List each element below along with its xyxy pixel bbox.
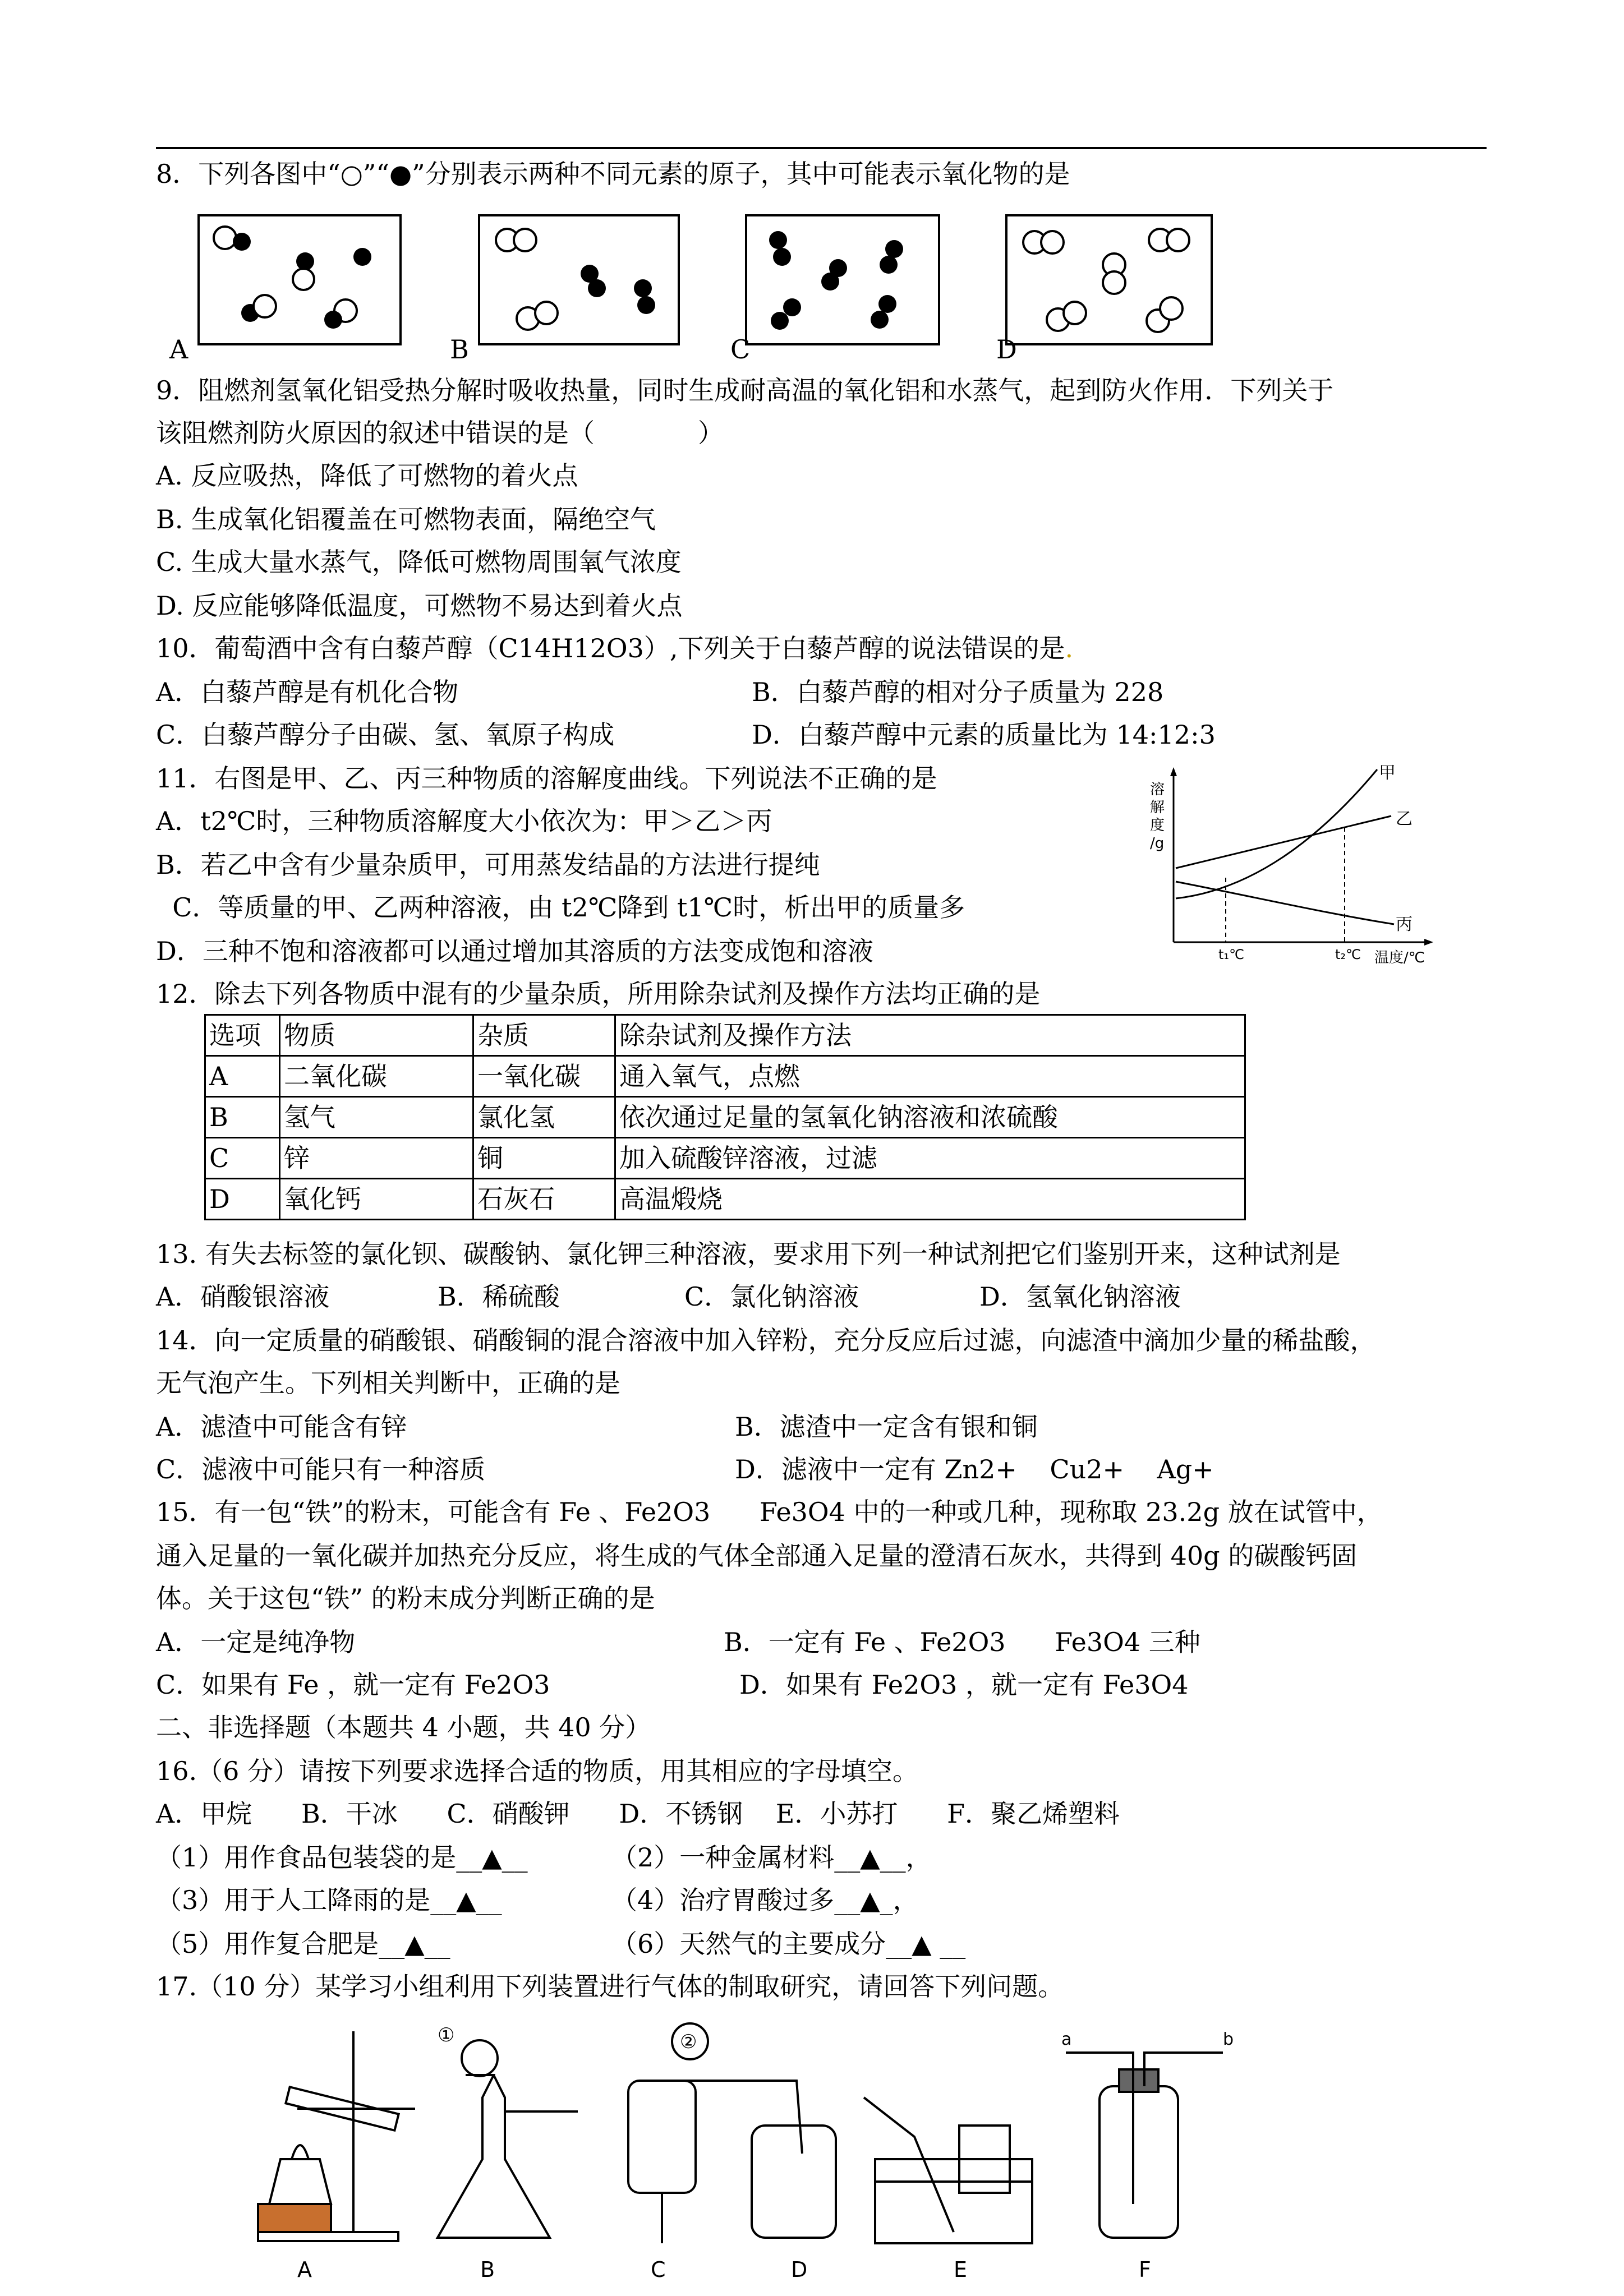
q9-stem-1: 9．阻燃剂氢氧化铝受热分解时吸收热量，同时生成耐高温的氧化铝和水蒸气，起到防火作用．下列关于 — [156, 375, 1334, 405]
apparatus-label-b: B — [480, 2257, 495, 2282]
q10-option-b: B．白藜芦醇的相对分子质量为 228 — [752, 677, 1164, 707]
table-header-cell: 除杂试剂及操作方法 — [615, 1015, 1245, 1056]
q16-blank-5: （5）用作复合肥是__▲__ — [156, 1929, 450, 1959]
q13-stem: 13. 有失去标签的氯化钡、碳酸钠、氯化钾三种溶液，要求用下列一种试剂把它们鉴别开来，这种试剂是 — [156, 1239, 1341, 1269]
apparatus-label-e: E — [954, 2257, 968, 2282]
apparatus-diagram — [236, 2019, 1301, 2288]
table-cell: B — [205, 1097, 280, 1138]
table-cell: 加入硫酸锌溶液，过滤 — [615, 1138, 1245, 1179]
q8-diagram-a — [200, 216, 399, 343]
table-header-cell: 杂质 — [473, 1015, 615, 1056]
x-tick-t1: t₁℃ — [1218, 947, 1244, 962]
q16-choices: A．甲烷 B．干冰 C．硝酸钾 D．不锈钢 E．小苏打 F．聚乙烯塑料 — [156, 1799, 1120, 1829]
q15-option-a: A．一定是纯净物 — [156, 1627, 356, 1657]
q11-option-a: A．t2℃时，三种物质溶解度大小依次为：甲＞乙＞丙 — [156, 806, 772, 836]
apparatus-a-block — [258, 2204, 331, 2232]
q8-box-d — [1005, 214, 1213, 345]
q8-diagram-c — [747, 216, 938, 343]
apparatus-b-flask — [438, 2075, 550, 2238]
table-cell: 铜 — [473, 1138, 615, 1179]
table-cell: 高温煅烧 — [615, 1179, 1245, 1220]
x-axis-label: 温度/℃ — [1374, 949, 1425, 966]
apparatus-f-bottle — [1099, 2086, 1178, 2238]
q11-option-c: C．等质量的甲、乙两种溶液，由 t2℃降到 t1℃时，析出甲的质量多 — [156, 892, 965, 923]
apparatus-label-f: F — [1139, 2257, 1151, 2282]
q9-option-c: C. 生成大量水蒸气，降低可燃物周围氧气浓度 — [156, 547, 682, 577]
q9-option-a: A. 反应吸热，降低了可燃物的着火点 — [156, 460, 578, 491]
q16-stem: 16.（6 分）请按下列要求选择合适的物质，用其相应的字母填空。 — [156, 1756, 919, 1786]
q14-stem-1: 14．向一定质量的硝酸银、硝酸铜的混合溶液中加入锌粉，充分反应后过滤，向滤渣中滴加少量的稀盐酸， — [156, 1325, 1376, 1356]
table-cell: 锌 — [280, 1138, 473, 1179]
q16-blank-3: （3）用于人工降雨的是__▲__ — [156, 1885, 502, 1915]
apparatus-c-bottle — [628, 2081, 696, 2193]
series-yi-curve — [1176, 816, 1391, 868]
table-cell: 氯化氢 — [473, 1097, 615, 1138]
table-cell: 通入氧气，点燃 — [615, 1056, 1245, 1097]
q11-option-b: B．若乙中含有少量杂质甲，可用蒸发结晶的方法进行提纯 — [156, 850, 820, 880]
table-cell: 氢气 — [280, 1097, 473, 1138]
table-header-cell: 选项 — [205, 1015, 280, 1056]
q8-box-a — [197, 214, 402, 345]
q8-box-b — [478, 214, 680, 345]
q16-blank-1: （1）用作食品包装袋的是__▲__ — [156, 1842, 528, 1873]
q10-stem — [156, 631, 1073, 665]
q11-stem: 11．右图是甲、乙、丙三种物质的溶解度曲线。下列说法不正确的是 — [156, 763, 937, 794]
apparatus-label-a: A — [297, 2257, 312, 2282]
q13-option-b: B．稀硫酸 — [438, 1281, 560, 1312]
q16-blank-4: （4）治疗胃酸过多__▲_， — [611, 1885, 919, 1915]
q14-option-b: B．滤渣中一定含有银和铜 — [735, 1412, 1038, 1442]
apparatus-mark-a: a — [1061, 2030, 1072, 2049]
apparatus-mark-2: ② — [680, 2031, 697, 2053]
series-label-jia: 甲 — [1379, 763, 1396, 783]
series-label-yi: 乙 — [1396, 809, 1413, 829]
apparatus-mark-b: b — [1223, 2030, 1234, 2049]
series-bing-curve — [1176, 882, 1394, 924]
q15-stem-1: 15．有一包“铁”的粉末，可能含有 Fe 、Fe2O3 Fe3O4 中的一种或几种，现称取 23.2g 放在试管中， — [156, 1497, 1383, 1527]
table-cell: 氧化钙 — [280, 1179, 473, 1220]
apparatus-label-d: D — [791, 2257, 808, 2282]
q8-label-d: D — [996, 334, 1017, 365]
apparatus-e-tube — [864, 2097, 954, 2232]
table-row — [205, 1097, 1245, 1138]
y-axis-arrow — [1170, 767, 1177, 776]
q14-option-d: D．滤液中一定有 Zn2+ Cu2+ Ag+ — [735, 1454, 1214, 1484]
table-row — [205, 1179, 1245, 1220]
q15-option-d: D．如果有 Fe2O3 ，就一定有 Fe3O4 — [739, 1670, 1189, 1700]
x-axis-arrow — [1424, 939, 1433, 946]
apparatus-a-flame — [292, 2145, 309, 2159]
q15-option-c: C．如果有 Fe ，就一定有 Fe2O3 — [156, 1670, 550, 1700]
q13-option-c: C．氯化钠溶液 — [684, 1281, 859, 1312]
q8-stem: 8．下列各图中“○”“●”分别表示两种不同元素的原子，其中可能表示氧化物的是 — [156, 159, 1070, 189]
q8-label-a: A — [169, 334, 188, 365]
q16-blank-6: （6）天然气的主要成分__▲ __ — [611, 1929, 966, 1959]
q10-option-c: C．白藜芦醇分子由碳、氢、氧原子构成 — [156, 720, 615, 750]
q11-option-d: D．三种不饱和溶液都可以通过增加其溶质的方法变成饱和溶液 — [156, 936, 873, 966]
apparatus-d-jar — [752, 2126, 836, 2238]
q15-option-b: B．一定有 Fe 、Fe2O3 Fe3O4 三种 — [724, 1627, 1200, 1657]
table-row — [205, 1056, 1245, 1097]
table-header-cell: 物质 — [280, 1015, 473, 1056]
table-cell: A — [205, 1056, 280, 1097]
table-header-row — [205, 1015, 1245, 1056]
table-cell: C — [205, 1138, 280, 1179]
solubility-chart — [1144, 763, 1447, 970]
apparatus-mark-1: ① — [438, 2024, 455, 2046]
q17-stem: 17.（10 分）某学习小组利用下列装置进行气体的制取研究，请回答下列问题。 — [156, 1971, 1064, 2002]
apparatus-label-c: C — [651, 2257, 666, 2282]
q9-option-d: D. 反应能够降低温度，可燃物不易达到着火点 — [156, 591, 683, 621]
q10-dot: . — [1065, 633, 1074, 663]
q14-stem-2: 无气泡产生。下列相关判断中，正确的是 — [156, 1368, 620, 1398]
series-label-bing: 丙 — [1396, 915, 1413, 934]
q12-table — [204, 1014, 1246, 1220]
apparatus-a-base — [258, 2232, 398, 2241]
section-2-heading: 二、非选择题（本题共 4 小题，共 40 分） — [156, 1712, 651, 1742]
q8-label-b: B — [450, 334, 469, 365]
top-rule — [156, 147, 1487, 149]
q8-box-c — [745, 214, 940, 345]
q8-diagram-d — [1007, 216, 1211, 343]
q9-stem-2: 该阻燃剂防火原因的叙述中错误的是（ ） — [156, 418, 724, 448]
table-cell: D — [205, 1179, 280, 1220]
series-jia-curve — [1176, 769, 1377, 898]
q13-option-a: A．硝酸银溶液 — [156, 1281, 330, 1312]
q14-option-c: C．滤液中可能只有一种溶质 — [156, 1454, 486, 1484]
q10-option-a: A．白藜芦醇是有机化合物 — [156, 677, 459, 707]
x-tick-t2: t₂℃ — [1335, 947, 1361, 962]
q12-stem: 12．除去下列各物质中混有的少量杂质，所用除杂试剂及操作方法均正确的是 — [156, 979, 1041, 1009]
apparatus-c-tube — [673, 2081, 802, 2154]
table-row — [205, 1138, 1245, 1179]
q15-stem-3: 体。关于这包“铁” 的粉末成分判断正确的是 — [156, 1583, 655, 1613]
table-cell: 二氧化碳 — [280, 1056, 473, 1097]
table-cell: 一氧化碳 — [473, 1056, 615, 1097]
q8-diagram-b — [480, 216, 678, 343]
apparatus-f-stopper — [1119, 2069, 1158, 2092]
q15-stem-2: 通入足量的一氧化碳并加热充分反应，将生成的气体全部通入足量的澄清石灰水，共得到 40g 的碳酸钙固 — [156, 1541, 1358, 1571]
apparatus-b-funnel — [462, 2040, 498, 2076]
q16-blank-2: （2）一种金属材料__▲__， — [611, 1842, 932, 1873]
q10-stem-text: 10．葡萄酒中含有白藜芦醇（C14H12O3）,下列关于白藜芦醇的说法错误的是 — [156, 633, 1065, 663]
table-cell: 石灰石 — [473, 1179, 615, 1220]
q10-option-d: D．白藜芦醇中元素的质量比为 14:12:3 — [752, 720, 1216, 750]
q9-option-b: B. 生成氧化铝覆盖在可燃物表面，隔绝空气 — [156, 504, 656, 534]
apparatus-a-lamp — [269, 2159, 331, 2204]
y-axis-label: 溶解度/g — [1150, 781, 1165, 852]
q13-option-d: D．氢氧化钠溶液 — [979, 1281, 1181, 1312]
q8-label-c: C — [730, 334, 751, 365]
q14-option-a: A．滤渣中可能含有锌 — [156, 1412, 407, 1442]
table-cell: 依次通过足量的氢氧化钠溶液和浓硫酸 — [615, 1097, 1245, 1138]
